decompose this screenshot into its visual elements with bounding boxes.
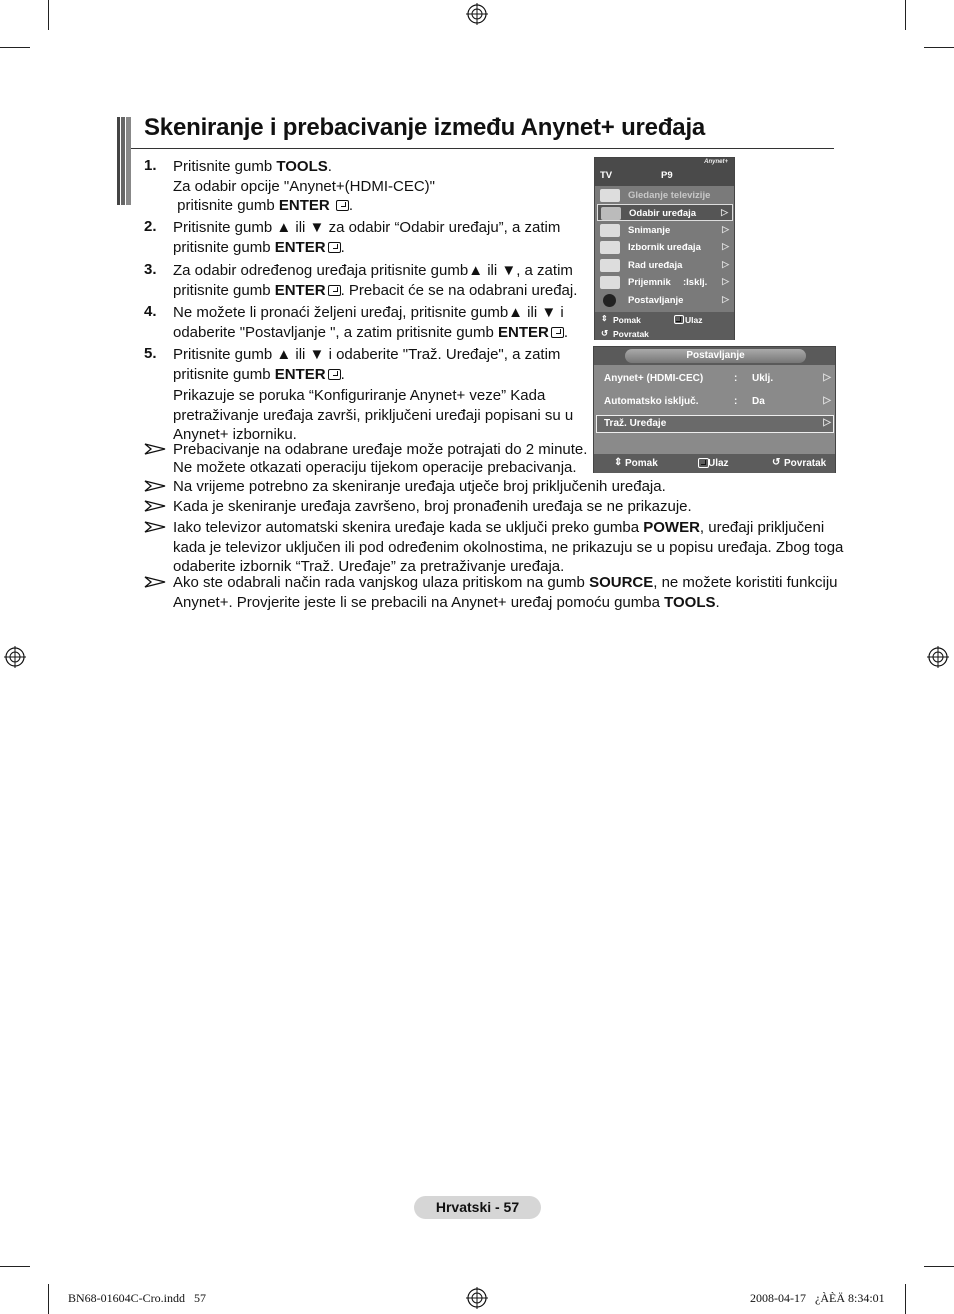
menu-tv-label: TV bbox=[600, 170, 613, 181]
step-text: Za odabir određenog uređaja pritisnite gumb▲ ili ▼, a zatim pritisnite gumb ENTER . Prebacit će se na odabrani uređaj. bbox=[173, 262, 578, 299]
registration-mark-icon bbox=[466, 3, 488, 25]
updown-icon: ⇕ bbox=[601, 314, 608, 323]
gear-icon bbox=[603, 294, 616, 307]
registration-mark-icon bbox=[4, 646, 26, 668]
step-number: 1. bbox=[144, 157, 157, 174]
step-number: 5. bbox=[144, 345, 157, 362]
menu-title: Postavljanje bbox=[625, 349, 806, 363]
crop-mark bbox=[924, 47, 954, 48]
arrow-right-icon: ▷ bbox=[722, 259, 729, 269]
menu-header bbox=[595, 158, 734, 186]
arrow-right-icon: ▷ bbox=[722, 276, 729, 286]
updown-icon: ⇕ bbox=[614, 457, 623, 468]
menu-footer: ⇕ Pomak Ulaz ↺ Povratak bbox=[594, 454, 835, 473]
crop-mark bbox=[905, 1284, 906, 1314]
return-icon: ↺ bbox=[601, 328, 609, 338]
menu-item[interactable]: Izbornik uređaja ▷ bbox=[597, 239, 733, 256]
note-arrow-icon bbox=[144, 521, 166, 533]
note-arrow-icon bbox=[144, 576, 166, 588]
crop-mark bbox=[924, 1266, 954, 1267]
device-menu-icon bbox=[600, 241, 620, 254]
step-number: 3. bbox=[144, 261, 157, 278]
menu-header bbox=[594, 347, 835, 365]
anynet-logo: Anynet+ bbox=[704, 159, 728, 165]
return-icon: ↺ bbox=[772, 457, 781, 468]
note-text: Na vrijeme potrebno za skeniranje uređaja utječe broj priključenih uređaja. bbox=[173, 478, 666, 495]
note-arrow-icon bbox=[144, 443, 166, 455]
menu-item[interactable]: Gledanje televizije bbox=[597, 187, 733, 204]
menu-item[interactable]: Rad uređaja ▷ bbox=[597, 257, 733, 274]
arrow-right-icon: ▷ bbox=[823, 417, 831, 428]
menu-footer: ⇕ Pomak Ulaz ↺ Povratak bbox=[595, 312, 734, 340]
registration-mark-icon bbox=[466, 1287, 488, 1309]
menu-item[interactable]: Prijemnik :Isklj. ▷ bbox=[597, 274, 733, 291]
receiver-icon bbox=[600, 276, 620, 289]
registration-mark-icon bbox=[927, 646, 949, 668]
step-text: Pritisnite gumb TOOLS. Za odabir opcije "Anynet+(HDMI-CEC)" pritisnite gumb ENTER . bbox=[173, 158, 435, 214]
device-operation-icon bbox=[600, 259, 620, 272]
crop-mark bbox=[48, 1284, 49, 1314]
note-text: Ako ste odabrali način rada vanjskog ulaza pritiskom na gumb SOURCE, ne možete koristiti funkciju Anynet+. Provjerite jeste li se prebacili na Anynet+ uređaj pomoću gumba TOOLS. bbox=[173, 574, 838, 611]
page-number-badge: Hrvatski - 57 bbox=[414, 1196, 541, 1219]
step-number: 4. bbox=[144, 303, 157, 320]
note-text: Kada je skeniranje uređaja završeno, broj pronađenih uređaja se ne prikazuje. bbox=[173, 498, 692, 515]
arrow-right-icon: ▷ bbox=[721, 207, 728, 217]
menu-item[interactable]: Snimanje ▷ bbox=[597, 222, 733, 239]
page-title: Skeniranje i prebacivanje između Anynet+ uređaja bbox=[144, 114, 706, 141]
note-arrow-icon bbox=[144, 480, 166, 492]
note-text: Prebacivanje na odabrane uređaje može potrajati do 2 minute. Ne možete otkazati operaciju tijekom operacije prebacivanja. bbox=[173, 441, 588, 476]
setup-menu-screenshot bbox=[593, 346, 836, 473]
title-rule bbox=[131, 148, 834, 149]
crop-mark bbox=[48, 0, 49, 30]
step-number: 2. bbox=[144, 218, 157, 235]
print-footer-date: 2008-04-17 ¿ÀÈÄ 8:34:01 bbox=[750, 1291, 885, 1305]
arrow-right-icon: ▷ bbox=[823, 372, 831, 383]
device-select-icon bbox=[601, 207, 621, 220]
enter-icon bbox=[336, 200, 349, 211]
arrow-right-icon: ▷ bbox=[722, 294, 729, 304]
crop-mark bbox=[0, 1266, 30, 1267]
menu-row[interactable]: Automatsko isključ. : Da ▷ bbox=[604, 395, 831, 407]
crop-mark bbox=[905, 0, 906, 30]
enter-icon bbox=[674, 315, 684, 324]
menu-item[interactable]: Odabir uređaja ▷ bbox=[597, 204, 733, 221]
arrow-right-icon: ▷ bbox=[823, 395, 831, 406]
arrow-right-icon: ▷ bbox=[722, 241, 729, 251]
crop-mark bbox=[0, 47, 30, 48]
step-text: Ne možete li pronaći željeni uređaj, pritisnite gumb▲ ili ▼ i odaberite "Postavljanje ", a zatim pritisnite gumb ENTER . bbox=[173, 304, 568, 341]
tv-icon bbox=[600, 189, 620, 202]
note-text: Iako televizor automatski skenira uređaje kada se uključi preko gumba POWER, uređaji priključeni kada je televizor uključen ili pod određenim okolnostima, ne prikazuju se u popisu uređaja. Zbog toga odaberite izbornik “Traž. Uređaje” za pretraživanje uređaja. bbox=[173, 519, 844, 575]
print-footer-file: BN68-01604C-Cro.indd 57 bbox=[68, 1291, 206, 1305]
record-icon bbox=[600, 224, 620, 237]
enter-icon bbox=[328, 369, 341, 380]
arrow-right-icon: ▷ bbox=[722, 224, 729, 234]
menu-item[interactable]: Postavljanje ▷ bbox=[597, 292, 733, 309]
enter-icon bbox=[328, 242, 341, 253]
enter-icon bbox=[328, 285, 341, 296]
menu-channel: P9 bbox=[661, 170, 673, 181]
menu-row-selected[interactable]: Traž. Uređaje ▷ bbox=[596, 415, 834, 433]
title-accent-bar bbox=[117, 117, 131, 205]
note-arrow-icon bbox=[144, 500, 166, 512]
menu-row[interactable]: Anynet+ (HDMI-CEC) : Uklj. ▷ bbox=[604, 372, 831, 384]
step-text: Pritisnite gumb ▲ ili ▼ i odaberite "Traž. Uređaje", a zatim pritisnite gumb ENTER . Prikazuje se poruka “Konfiguriranje Anynet+ veze” Kada pretraživanje uređaja završi, priključeni uređaji popisani su u Anynet+ izborniku. bbox=[173, 346, 574, 443]
step-text: Pritisnite gumb ▲ ili ▼ za odabir “Odabir uređaju”, a zatim pritisnite gumb ENTER . bbox=[173, 219, 561, 256]
enter-icon bbox=[551, 327, 564, 338]
anynet-menu-screenshot bbox=[594, 157, 735, 340]
